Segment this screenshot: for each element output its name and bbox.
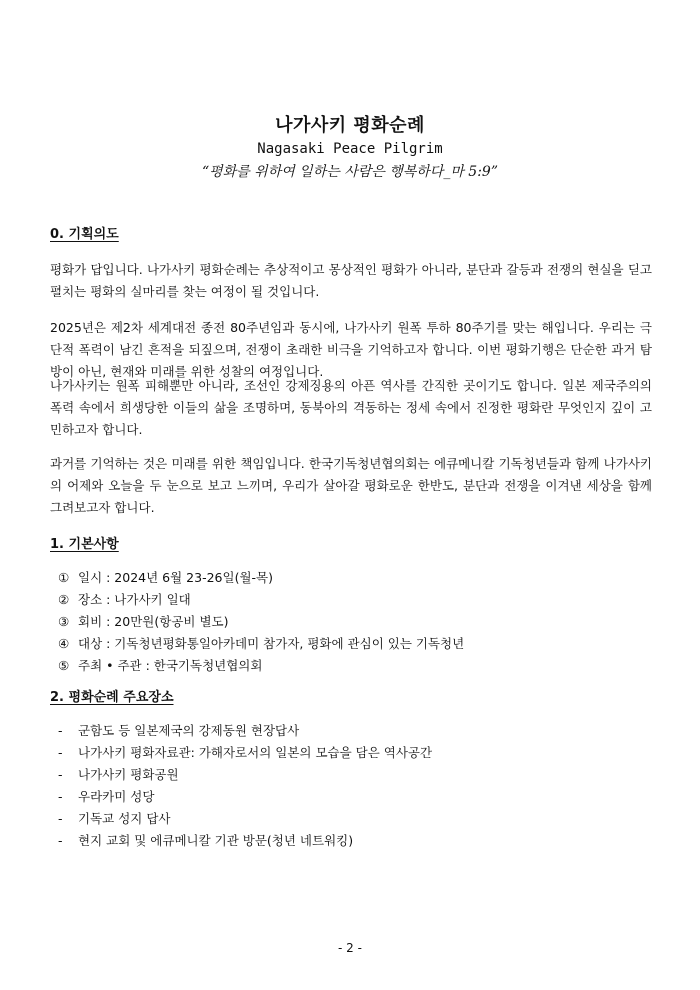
list-item: - 현지 교회 및 에큐메니칼 기관 방문(청년 네트워킹) <box>58 833 354 848</box>
list-item: ① 일시 : 2024년 6월 23-26일(월-목) <box>58 570 273 585</box>
list-item: - 나가사키 평화공원 <box>58 767 179 782</box>
purpose-paragraph-1: 평화가 답입니다. 나가사키 평화순례는 추상적이고 몽상적인 평화가 아니라, 분단과 갈등과 전쟁의 현실을 딛고 펼치는 평화의 실마리를 찾는 여정이 될 것입니다. <box>50 262 652 299</box>
places-list <box>58 720 432 852</box>
bible-quote: “평화를 위하여 일하는 사람은 행복하다_마 5:9” <box>201 164 498 180</box>
section-heading-basics: 1. 기본사항 <box>50 537 119 552</box>
purpose-paragraph-4: 과거를 기억하는 것은 미래를 위한 책임입니다. 한국기독청년협의회는 에큐메니칼 기독청년들과 함께 나가사키의 어제와 오늘을 두 눈으로 보고 느끼며, 우리가 살아갈 평화로운 한반도, 분단과 전쟁을 이겨낸 세상을 함께 그려보고자 합니다. <box>50 456 652 515</box>
list-item: ⑤ 주최 • 주관 : 한국기독청년협의회 <box>58 658 263 673</box>
section-heading-purpose: 0. 기획의도 <box>50 227 119 242</box>
list-item: ③ 회비 : 20만원(항공비 별도) <box>58 614 229 629</box>
list-item: ④ 대상 : 기독청년평화통일아카데미 참가자, 평화에 관심이 있는 기독청년 <box>58 636 465 651</box>
document-subtitle: Nagasaki Peace Pilgrim <box>257 141 443 157</box>
purpose-paragraph-2: 2025년은 제2차 세계대전 종전 80주년임과 동시에, 나가사키 원폭 투하 80주기를 맞는 해입니다. 우리는 극단적 폭력이 남긴 흔적을 되짚으며, 전쟁이 초래한 비극을 기억하고자 합니다. 이번 평화기행은 단순한 과거 탐방이 아닌, 현재와 미래를 위한 성찰의 여정입니다. <box>50 320 652 379</box>
purpose-paragraph-3: 나가사키는 원폭 피해뿐만 아니라, 조선인 강제징용의 아픈 역사를 간직한 곳이기도 합니다. 일본 제국주의의 폭력 속에서 희생당한 이들의 삶을 조명하며, 동북아의 격동하는 정세 속에서 진정한 평화란 무엇인지 깊이 고민하고자 합니다. <box>50 378 652 437</box>
section-heading-places: 2. 평화순례 주요장소 <box>50 690 174 705</box>
list-item: - 우라카미 성당 <box>58 789 155 804</box>
list-item: - 기독교 성지 답사 <box>58 811 171 826</box>
basics-list <box>58 567 464 677</box>
list-item: - 나가사키 평화자료관: 가해자로서의 일본의 모습을 담은 역사공간 <box>58 745 433 760</box>
list-item: - 군함도 등 일본제국의 강제동원 현장답사 <box>58 723 300 738</box>
list-item: ② 장소 : 나가사키 일대 <box>58 592 191 607</box>
document-title: 나가사키 평화순례 <box>275 115 425 136</box>
page-number: - 2 - <box>338 941 362 955</box>
